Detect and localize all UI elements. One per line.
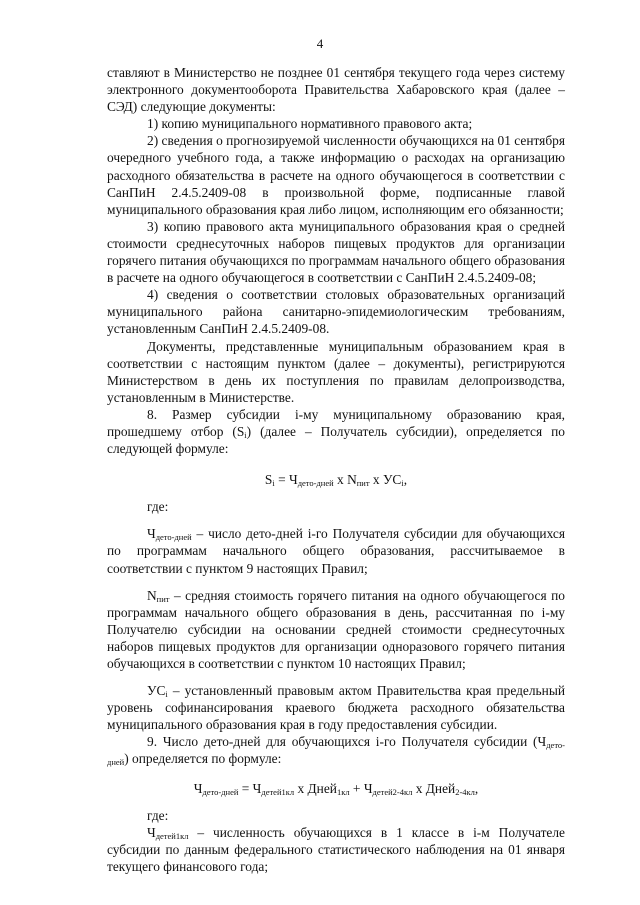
- definition-first-grade: $Ч_{детей1кл}$ – численность обучающихся в 1 классе в i-м Получателе субсидии по данным федерального статистического наблюдения на 01 января текущего финансового года;: [107, 824, 565, 874]
- paragraph-item-2: 2) сведения о прогнозируемой численности обучающихся на 01 сентября очередного учебного года, а также информацию о расходах на организацию расходного обязательства в расчете на одного обучающегося в соответствии с СанПиН 2.4.5.2409-08 в произвольной форме, подписанные главой муниципального образования края либо лицом, исполняющим его обязанности;: [107, 133, 565, 217]
- definition-meal-cost: $N_{пит}$ – средняя стоимость горячего питания на одного обучающегося по программам начального общего образования в день, рассчитанная по i-му Получателю субсидии на основании средней стоимости среднесуточных наборов пищевых продуктов для организации одноразового горячего питания обучающихся в соответствии с пунктом 10 настоящих Правил;: [107, 587, 565, 671]
- paragraph-documents: Документы, представленные муниципальным образованием края в соответствии с настоящим пунктом (далее – документы), регистрируются Министерством в день их поступления по правилам делопроизводства, установленным в Министерстве.: [107, 338, 565, 405]
- paragraph-9: 9. Число дето-дней для обучающихся i-го Получателя субсидии $(Ч_{дето-дней})$ определяется по формуле:: [107, 734, 565, 768]
- definition-cofinancing: $УС_i$ – установленный правовым актом Правительства края предельный уровень софинансирования краевого бюджета расходного обязательства муниципального образования края в году предоставления субсидии.: [107, 683, 565, 733]
- definition-child-days: $Ч_{дето-дней}$ – число дето-дней i-го Получателя субсидии для обучающихся по программам начального общего образования, рассчитываемое в соответствии с пунктом 9 настоящих Правил;: [107, 526, 565, 576]
- paragraph-intro: ставляют в Министерство не позднее 01 сентября текущего года через систему электронного документооборота Правительства Хабаровского края (далее – СЭД) следующие документы:: [107, 65, 565, 115]
- paragraph-item-3: 3) копию правового акта муниципального образования края о средней стоимости среднесуточных наборов пищевых продуктов для организации горячего питания обучающихся по программам начального общего образования в расчете на одного обучающегося в соответствии с СанПиН 2.4.5.2409-08;: [107, 218, 565, 286]
- page-number: 4: [316, 36, 324, 51]
- formula-subsidy: $S_i = Ч_{дето-дней}$ x $N_{пит}$ x $УС_i$,: [264, 472, 408, 489]
- where-label-1: где:: [147, 499, 169, 515]
- where-label-2: где:: [147, 807, 169, 823]
- paragraph-item-1: 1) копию муниципального нормативного правового акта;: [147, 116, 473, 132]
- paragraph-8: 8. Размер субсидии i-му муниципальному образованию края, прошедшему отбор $(S_i)$ (далее – Получатель субсидии), определяется по следующей формуле:: [107, 406, 565, 457]
- paragraph-item-4: 4) сведения о соответствии столовых образовательных организаций муниципального района санитарно-эпидемиологическим требованиям, установленным СанПиН 2.4.5.2409-08.: [107, 287, 565, 337]
- document-body: [107, 64, 565, 875]
- formula-child-days: $Ч_{дето-дней} = Ч_{детей1кл}$ x Дней$_{1кл}$ + $Ч_{детей2-4кл}$ x Дней$_{2-4кл}$,: [193, 780, 479, 797]
